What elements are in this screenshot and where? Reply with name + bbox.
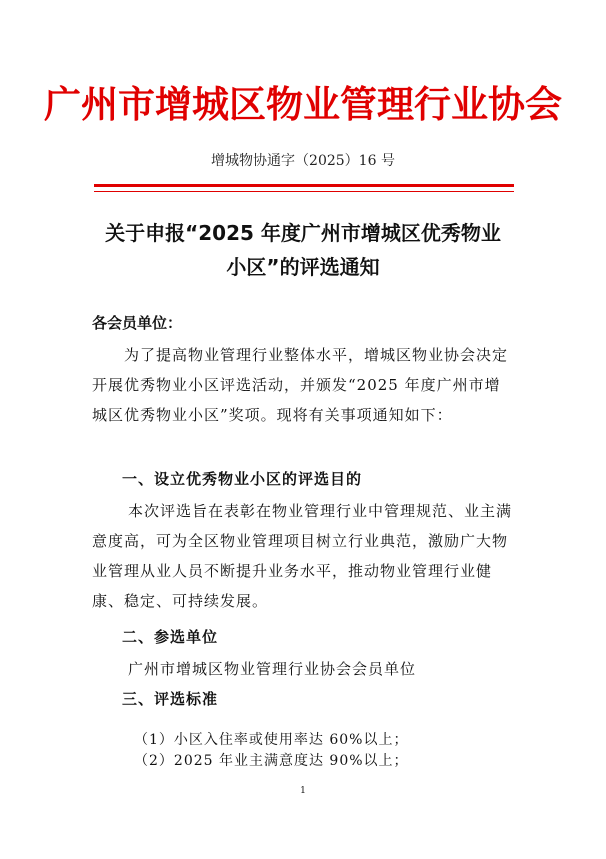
criteria-item: （2）2025 年业主满意度达 90%以上； — [134, 753, 409, 769]
intro-paragraph: 为了提高物业管理行业整体水平，增城区物业协会决定开展优秀物业小区评选活动，并颁发“2025 年度广州市增城区优秀物业小区”奖项。现将有关事项通知如下： — [92, 346, 509, 424]
section-2-paragraph: 广州市增城区物业管理行业协会会员单位 — [128, 660, 417, 678]
header-divider-thin — [94, 191, 514, 192]
section-1-heading: 一、设立优秀物业小区的评选目的 — [122, 470, 363, 488]
section-1-paragraph: 本次评选旨在表彰在物业管理行业中管理规范、业主满意度高，可为全区物业管理项目树立行业典范，激励广大物业管理从业人员不断提升业务水平，推动物业管理行业健康、稳定、可持续发展。 — [92, 502, 513, 610]
organization-name-header: 广州市增城区物业管理行业协会 — [44, 83, 562, 126]
header-divider-thick — [94, 184, 514, 187]
criteria-item: （1）小区入住率或使用率达 60%以上； — [134, 732, 409, 748]
document-number: 增城物协通字（2025）16 号 — [211, 153, 395, 169]
criteria-list — [134, 730, 409, 772]
notice-title-line-1: 关于申报“2025 年度广州市增城区优秀物业 — [105, 221, 501, 245]
notice-title — [0, 216, 606, 284]
section-3-heading: 三、评选标准 — [122, 690, 219, 708]
section-2-heading: 二、参选单位 — [122, 628, 219, 646]
addressee: 各会员单位： — [92, 314, 183, 332]
notice-title-line-2: 小区”的评选通知 — [226, 255, 380, 279]
page-number: 1 — [300, 786, 306, 796]
